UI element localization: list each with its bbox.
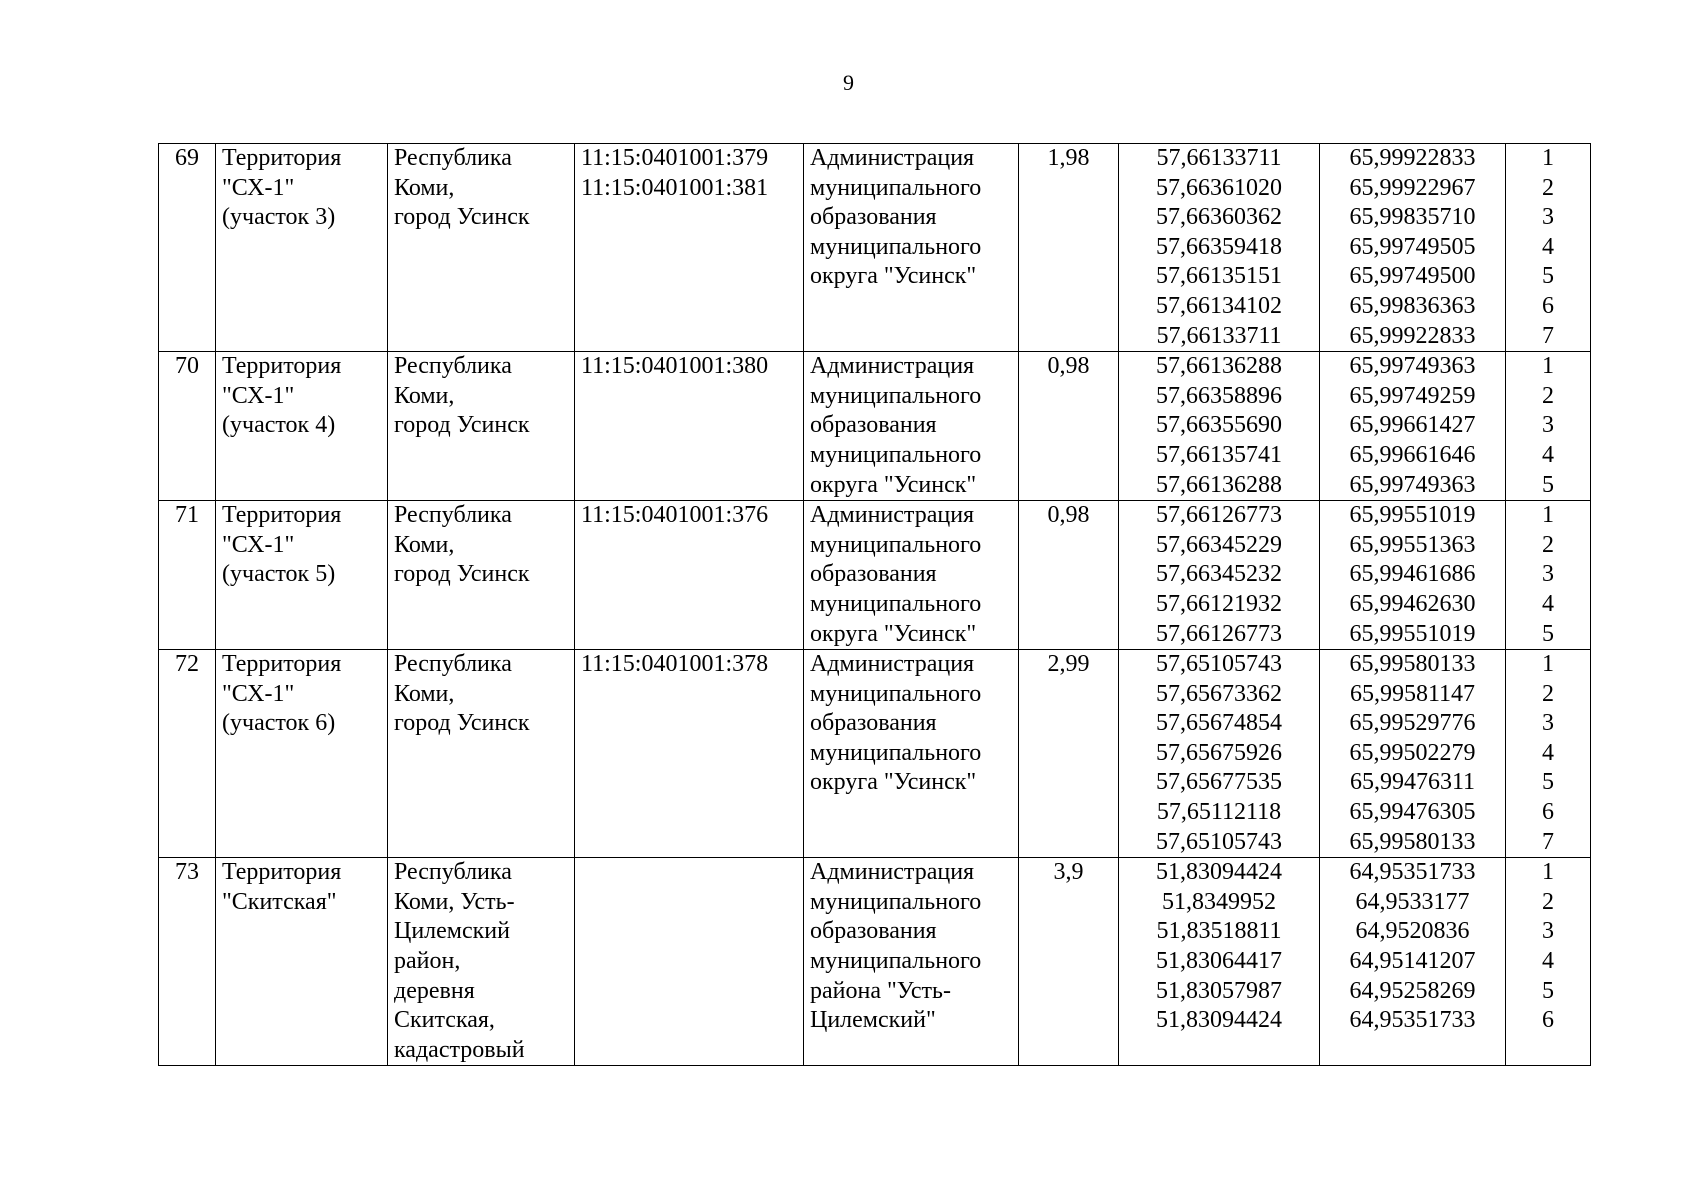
coordinate-x-line: 57,66133711	[1156, 145, 1282, 171]
coordinate-y-line: 65,99551019	[1349, 502, 1476, 529]
location-line: Республика	[394, 145, 512, 171]
coordinate-y-cell	[1320, 144, 1506, 352]
territory-name-line: "СХ-1"	[222, 531, 295, 558]
point-number-line: 4	[1542, 739, 1554, 766]
coordinate-x-cell	[1119, 352, 1320, 501]
table-row	[159, 352, 1591, 501]
territory-name-cell	[216, 144, 388, 352]
coordinate-x-line: 51,83094424	[1156, 859, 1282, 886]
owner-line: образования	[810, 561, 937, 588]
owner-line: муниципального	[810, 590, 982, 617]
coordinate-y-line: 65,99461686	[1349, 561, 1476, 588]
territory-name-line: Территория	[222, 502, 342, 529]
coordinate-y-cell	[1320, 650, 1506, 858]
coordinate-x-line: 57,66134102	[1156, 292, 1282, 319]
territory-name-line: (участок 6)	[222, 710, 336, 737]
location-cell	[388, 144, 575, 352]
owner-line: округа "Усинск"	[810, 769, 977, 796]
point-number-line: 5	[1542, 769, 1554, 796]
cadastral-number-cell	[575, 501, 804, 650]
owner-line: муниципального	[810, 441, 982, 468]
area-cell: 0,98	[1019, 501, 1119, 650]
location-line: Республика	[394, 651, 512, 678]
location-line: кадастровый	[394, 1036, 525, 1063]
coordinate-x-line: 57,65675926	[1156, 739, 1282, 766]
territory-name-line: (участок 3)	[222, 204, 336, 231]
point-number-line: 5	[1542, 620, 1554, 647]
owner-line: образования	[810, 918, 937, 945]
location-line: Скитская,	[394, 1007, 495, 1034]
territory-name-cell	[216, 501, 388, 650]
owner-line: Цилемский"	[810, 1007, 936, 1034]
cadastral-number-cell	[575, 144, 804, 352]
point-number-line: 1	[1542, 651, 1554, 678]
cadastral-number-line: 11:15:0401001:380	[581, 353, 769, 380]
coordinate-y-line: 65,99749505	[1349, 233, 1476, 260]
location-line: Коми,	[394, 680, 455, 707]
row-number-cell: 72	[159, 650, 216, 858]
point-number-line: 1	[1542, 859, 1554, 886]
owner-line: округа "Усинск"	[810, 620, 977, 647]
territory-name-line: Территория	[222, 651, 342, 678]
table-body	[159, 144, 1591, 1066]
coordinate-x-line: 57,65673362	[1156, 680, 1282, 707]
coordinate-x-line: 57,65112118	[1156, 799, 1282, 826]
territory-name-line: "СХ-1"	[222, 680, 295, 707]
point-number-line: 4	[1542, 233, 1554, 260]
owner-line: муниципального	[810, 382, 982, 409]
owner-line: района "Усть-	[810, 977, 951, 1004]
row-number-cell: 69	[159, 144, 216, 352]
coordinate-y-cell	[1320, 858, 1506, 1066]
coordinate-x-cell	[1119, 858, 1320, 1066]
location-line: город Усинск	[394, 204, 530, 231]
point-number-line: 1	[1542, 502, 1554, 529]
territory-name-line: (участок 5)	[222, 561, 336, 588]
owner-line: муниципального	[810, 888, 982, 915]
location-line: Коми,	[394, 531, 455, 558]
coordinate-x-line: 57,66126773	[1156, 620, 1282, 647]
coordinate-y-line: 65,99580133	[1349, 828, 1476, 855]
point-number-line: 6	[1542, 799, 1554, 826]
coordinate-x-line: 57,66126773	[1156, 502, 1282, 529]
territory-name-line: Территория	[222, 353, 342, 380]
point-number-line: 5	[1542, 977, 1554, 1004]
coordinate-y-line: 65,99502279	[1349, 739, 1476, 766]
location-cell	[388, 858, 575, 1066]
owner-cell	[804, 650, 1019, 858]
location-line: район,	[394, 948, 461, 975]
coordinate-x-line: 57,66136288	[1156, 353, 1282, 380]
owner-line: муниципального	[810, 739, 982, 766]
location-line: Республика	[394, 859, 512, 886]
coordinate-x-line: 57,66345229	[1156, 531, 1282, 558]
coordinate-x-line: 57,66135151	[1156, 263, 1282, 290]
coordinate-y-line: 65,99922833	[1349, 145, 1476, 171]
coordinate-x-line: 57,66358896	[1156, 382, 1282, 409]
coordinate-y-line: 65,99580133	[1349, 651, 1476, 678]
owner-cell	[804, 858, 1019, 1066]
territory-name-line: "СХ-1"	[222, 382, 295, 409]
area-cell: 3,9	[1019, 858, 1119, 1066]
coordinate-y-line: 65,99749259	[1349, 382, 1476, 409]
location-line: Республика	[394, 353, 512, 380]
coordinate-x-line: 57,66136288	[1156, 471, 1282, 498]
territory-name-line: "Скитская"	[222, 888, 337, 915]
cadastral-number-cell	[575, 650, 804, 858]
point-number-line: 3	[1542, 710, 1554, 737]
coordinate-y-line: 64,95258269	[1349, 977, 1476, 1004]
point-number-line: 4	[1542, 948, 1554, 975]
point-number-line: 2	[1542, 680, 1554, 707]
territory-name-line: Территория	[222, 859, 342, 886]
point-number-line: 3	[1542, 561, 1554, 588]
location-line: Коми,	[394, 174, 455, 201]
coordinate-y-line: 65,99749363	[1349, 471, 1476, 498]
coordinate-y-line: 65,99922967	[1349, 174, 1476, 201]
owner-line: Администрация	[810, 651, 975, 678]
point-number-line: 4	[1542, 441, 1554, 468]
coordinate-y-line: 65,99551019	[1349, 620, 1476, 647]
location-cell	[388, 650, 575, 858]
cadastral-number-line: 11:15:0401001:378	[581, 651, 769, 678]
coordinate-x-line: 57,65105743	[1156, 651, 1282, 678]
point-number-line: 2	[1542, 382, 1554, 409]
coordinate-x-line: 57,66355690	[1156, 412, 1282, 439]
coordinate-x-line: 57,66360362	[1156, 204, 1282, 231]
coordinate-y-line: 65,99836363	[1349, 292, 1476, 319]
coordinate-x-line: 57,65677535	[1156, 769, 1282, 796]
point-number-line: 5	[1542, 471, 1554, 498]
territory-name-cell	[216, 650, 388, 858]
table-row	[159, 858, 1591, 1066]
location-line: город Усинск	[394, 710, 530, 737]
owner-line: Администрация	[810, 353, 975, 380]
coordinate-y-line: 64,95141207	[1349, 948, 1476, 975]
point-number-cell	[1506, 858, 1591, 1066]
location-cell	[388, 501, 575, 650]
cadastral-number-cell	[575, 858, 804, 1066]
point-number-line: 2	[1542, 888, 1554, 915]
coordinate-x-cell	[1119, 144, 1320, 352]
territory-table	[158, 143, 1591, 1066]
location-line: Коми,	[394, 382, 455, 409]
cadastral-number-line: 11:15:0401001:376	[581, 502, 769, 529]
coordinate-y-line: 65,99922833	[1349, 322, 1476, 349]
coordinate-y-line: 65,99551363	[1349, 531, 1476, 558]
coordinate-x-line: 57,66361020	[1156, 174, 1282, 201]
location-line: Цилемский	[394, 918, 510, 945]
point-number-line: 1	[1542, 353, 1554, 380]
territory-name-line: Территория	[222, 145, 342, 171]
point-number-line: 4	[1542, 590, 1554, 617]
owner-line: Администрация	[810, 859, 975, 886]
location-line: Республика	[394, 502, 512, 529]
coordinate-y-line: 64,95351733	[1349, 1007, 1476, 1034]
point-number-line: 7	[1542, 322, 1554, 349]
owner-line: муниципального	[810, 680, 982, 707]
point-number-line: 3	[1542, 204, 1554, 231]
point-number-line: 3	[1542, 918, 1554, 945]
coordinate-y-line: 65,99749363	[1349, 353, 1476, 380]
coordinate-y-line: 64,9520836	[1355, 918, 1470, 945]
point-number-cell	[1506, 352, 1591, 501]
coordinate-x-line: 51,83064417	[1156, 948, 1282, 975]
coordinate-x-cell	[1119, 650, 1320, 858]
owner-line: Администрация	[810, 145, 975, 171]
owner-line: муниципального	[810, 948, 982, 975]
owner-line: округа "Усинск"	[810, 263, 977, 290]
cadastral-number-line: 11:15:0401001:379	[581, 145, 769, 171]
point-number-cell	[1506, 650, 1591, 858]
coordinate-y-line: 65,99835710	[1349, 204, 1476, 231]
point-number-line: 2	[1542, 531, 1554, 558]
coordinate-x-line: 57,66359418	[1156, 233, 1282, 260]
location-line: Коми, Усть-	[394, 888, 515, 915]
point-number-line: 7	[1542, 828, 1554, 855]
coordinate-y-line: 65,99529776	[1349, 710, 1476, 737]
point-number-line: 6	[1542, 292, 1554, 319]
coordinate-x-line: 57,66133711	[1156, 322, 1282, 349]
point-number-line: 6	[1542, 1007, 1554, 1034]
owner-cell	[804, 144, 1019, 352]
location-cell	[388, 352, 575, 501]
owner-line: муниципального	[810, 174, 982, 201]
table-row	[159, 501, 1591, 650]
owner-line: Администрация	[810, 502, 975, 529]
owner-line: муниципального	[810, 531, 982, 558]
owner-line: образования	[810, 204, 937, 231]
point-number-cell	[1506, 501, 1591, 650]
row-number-cell: 71	[159, 501, 216, 650]
table-row	[159, 144, 1591, 352]
coordinate-x-line: 57,66345232	[1156, 561, 1282, 588]
coordinate-y-cell	[1320, 352, 1506, 501]
coordinate-x-cell	[1119, 501, 1320, 650]
owner-line: образования	[810, 710, 937, 737]
point-number-line: 5	[1542, 263, 1554, 290]
page-number: 9	[843, 70, 854, 95]
coordinate-x-line: 57,66135741	[1156, 441, 1282, 468]
coordinate-y-line: 65,99661646	[1349, 441, 1476, 468]
location-line: город Усинск	[394, 412, 530, 439]
coordinate-y-line: 65,99581147	[1349, 680, 1476, 707]
row-number-cell: 70	[159, 352, 216, 501]
territory-name-line: (участок 4)	[222, 412, 336, 439]
coordinate-y-line: 64,95351733	[1349, 859, 1476, 886]
owner-cell	[804, 352, 1019, 501]
point-number-line: 1	[1542, 145, 1554, 171]
coordinate-x-line: 57,65674854	[1156, 710, 1282, 737]
territory-name-line: "СХ-1"	[222, 174, 295, 201]
coordinate-y-line: 65,99661427	[1349, 412, 1476, 439]
row-number-cell: 73	[159, 858, 216, 1066]
point-number-cell	[1506, 144, 1591, 352]
area-cell: 2,99	[1019, 650, 1119, 858]
owner-line: округа "Усинск"	[810, 471, 977, 498]
owner-line: муниципального	[810, 233, 982, 260]
coordinate-x-line: 51,8349952	[1162, 888, 1276, 915]
coordinate-y-line: 65,99462630	[1349, 590, 1476, 617]
coordinate-y-line: 65,99476305	[1349, 799, 1476, 826]
coordinate-x-line: 57,65105743	[1156, 828, 1282, 855]
coordinate-x-line: 57,66121932	[1156, 590, 1282, 617]
location-line: деревня	[394, 977, 475, 1004]
coordinate-x-line: 51,83057987	[1156, 977, 1282, 1004]
coordinate-y-line: 65,99749500	[1349, 263, 1476, 290]
owner-line: образования	[810, 412, 937, 439]
coordinate-x-line: 51,83518811	[1156, 918, 1282, 945]
cadastral-number-line: 11:15:0401001:381	[581, 174, 769, 201]
point-number-line: 2	[1542, 174, 1554, 201]
owner-cell	[804, 501, 1019, 650]
coordinate-y-cell	[1320, 501, 1506, 650]
coordinate-y-line: 64,9533177	[1355, 888, 1470, 915]
territory-name-cell	[216, 858, 388, 1066]
table-row	[159, 650, 1591, 858]
coordinate-x-line: 51,83094424	[1156, 1007, 1282, 1034]
area-cell: 1,98	[1019, 144, 1119, 352]
coordinate-y-line: 65,99476311	[1349, 769, 1476, 796]
area-cell: 0,98	[1019, 352, 1119, 501]
territory-name-cell	[216, 352, 388, 501]
point-number-line: 3	[1542, 412, 1554, 439]
location-line: город Усинск	[394, 561, 530, 588]
cadastral-number-cell	[575, 352, 804, 501]
